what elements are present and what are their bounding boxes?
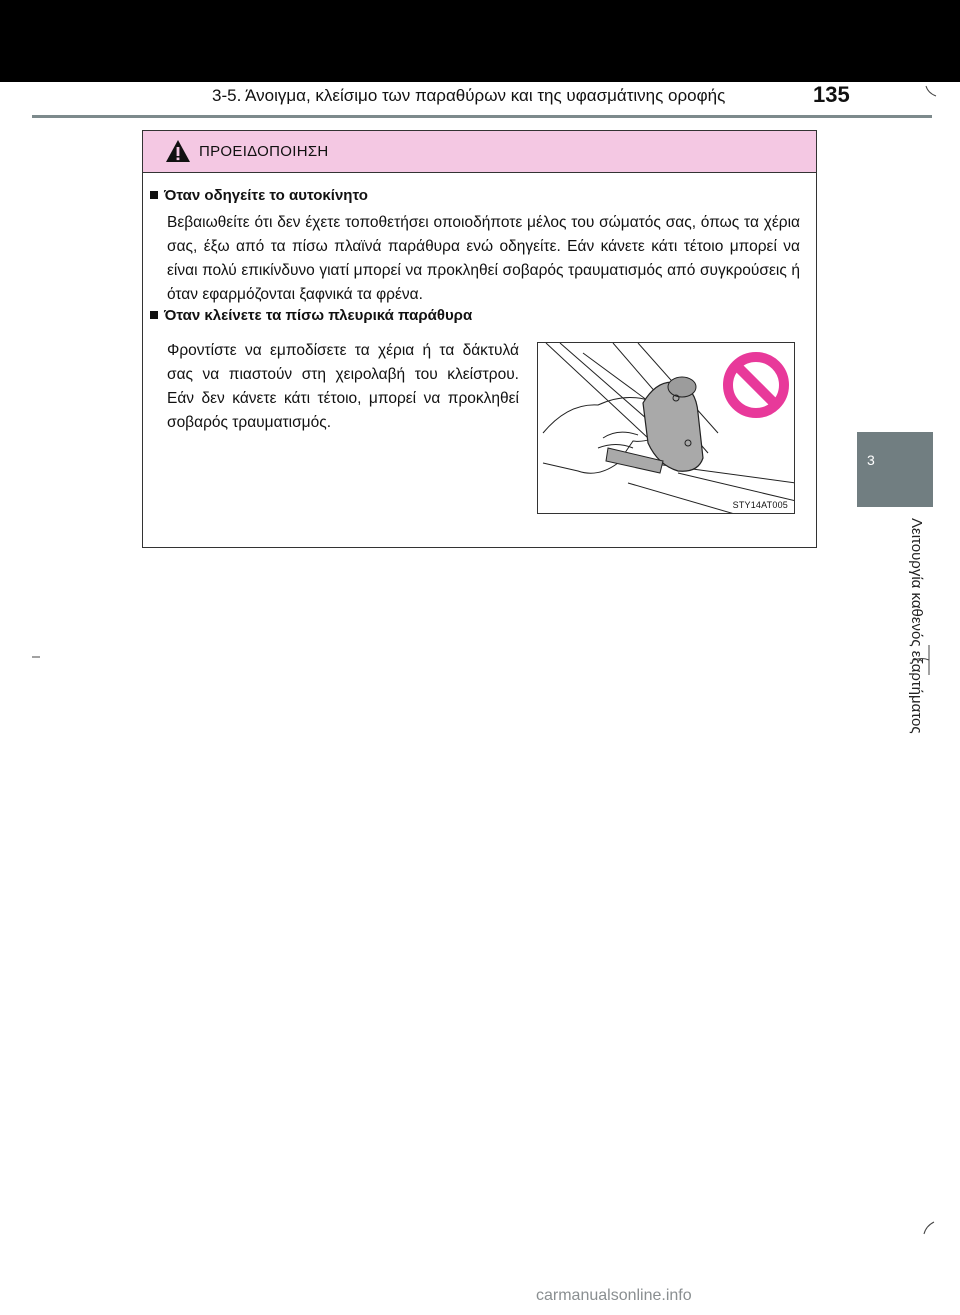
chapter-label xyxy=(900,518,930,778)
footer-watermark: carmanualsonline.info xyxy=(536,1287,692,1304)
section-heading-text: Όταν κλείνετε τα πίσω πλευρικά παράθυρα xyxy=(164,307,473,324)
section-title: 3-5. Άνοιγμα, κλείσιμο των παραθύρων και της υφασμάτινης οροφής xyxy=(212,86,726,105)
page-number: 135 xyxy=(813,82,850,107)
bullet-icon xyxy=(150,191,158,199)
crop-mark-top-right xyxy=(924,84,938,98)
illustration-drawing xyxy=(538,343,795,514)
warning-triangle-icon xyxy=(165,139,191,163)
closing-windows-warning-text: Φροντίστε να εμποδίσετε τα χέρια ή τα δάκτυλά σας να πιαστούν στη χειρολαβή του κλείστρου. Εάν δεν κάνετε κάτι τέτοιο, μπορεί να προκληθεί σοβαρός τραυματισμός. xyxy=(167,342,519,431)
warning-title: ΠΡΟΕΙΔΟΠΟΙΗΣΗ xyxy=(199,143,329,160)
bullet-icon xyxy=(150,311,158,319)
crop-mark-left xyxy=(32,655,42,659)
figure-code: STY14AT005 xyxy=(732,500,788,510)
header-divider xyxy=(32,115,932,118)
prohibition-icon xyxy=(728,357,784,413)
chapter-number: 3 xyxy=(867,452,875,468)
chapter-tab xyxy=(857,432,933,507)
top-black-bar xyxy=(0,0,960,82)
section-heading-closing-windows xyxy=(150,307,472,324)
hand-on-latch-illustration xyxy=(537,342,795,514)
latch-handle xyxy=(643,382,703,471)
driving-warning-text: Βεβαιωθείτε ότι δεν έχετε τοποθετήσει οποιοδήποτε μέλος του σώματός σας, όπως τα χέρια σας, έξω από τα πίσω πλαϊνά παράθυρα ενώ οδηγείτε. Εάν κάνετε κάτι τέτοιο μπορεί να είναι πολύ επικίνδυνο γιατί μπορεί να προκληθεί σοβαρός τραυματισμός από συγκρούσεις ή όταν εφαρμόζονται ξαφνικά τα φρένα. xyxy=(167,214,800,303)
section-heading-text: Όταν οδηγείτε το αυτοκίνητο xyxy=(164,187,368,204)
chapter-label-text: Λειτουργία καθενός εξαρτήματος xyxy=(908,518,925,734)
crop-mark-bottom-right xyxy=(922,1220,936,1236)
section-heading-driving xyxy=(150,187,368,204)
warning-header xyxy=(143,131,816,173)
